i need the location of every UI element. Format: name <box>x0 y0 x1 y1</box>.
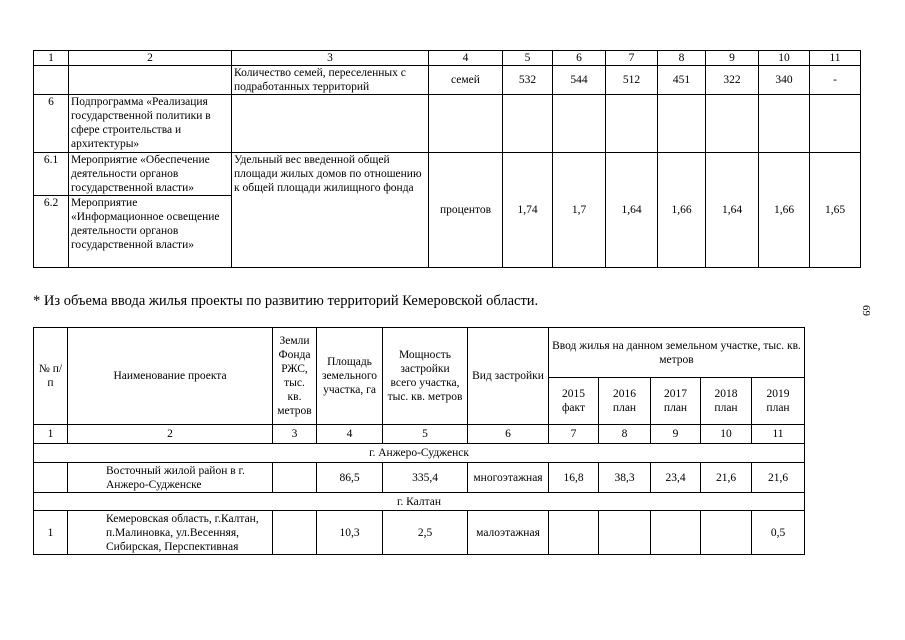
city-heading: г. Калтан <box>34 493 805 511</box>
column-number: 7 <box>549 425 599 444</box>
header-input: Ввод жилья на данном земельном участке, тыс. кв. метров <box>549 328 805 378</box>
column-number: 5 <box>503 51 553 66</box>
row-number-cell: 1 <box>34 511 68 555</box>
unit-cell: семей <box>429 66 503 95</box>
value-cell: 322 <box>706 66 759 95</box>
indicators-table <box>33 50 861 268</box>
page-number: 69 <box>860 305 872 316</box>
column-number: 2 <box>68 425 273 444</box>
table-row <box>34 66 861 95</box>
value-cell: 1,74 <box>503 153 553 268</box>
column-number: 3 <box>232 51 429 66</box>
column-number: 8 <box>658 51 706 66</box>
row-number-cell <box>34 66 69 95</box>
value-cell: 23,4 <box>651 463 701 493</box>
value-cell: 512 <box>606 66 658 95</box>
value-cell: 1,64 <box>606 153 658 268</box>
header-year: 2017 план <box>651 378 701 425</box>
row-name-cell: Мероприятие «Обеспечение деятельности органов государственной власти» <box>69 153 232 196</box>
value-cell: 0,5 <box>752 511 805 555</box>
column-number: 7 <box>606 51 658 66</box>
header-name: Наименование проекта <box>68 328 273 425</box>
value-cell: 451 <box>658 66 706 95</box>
land-cell <box>273 463 317 493</box>
value-cell: 1,66 <box>658 153 706 268</box>
value-cell <box>503 95 553 153</box>
row-name-cell <box>69 66 232 95</box>
header-year: 2019 план <box>752 378 805 425</box>
value-cell <box>759 95 810 153</box>
value-cell: 532 <box>503 66 553 95</box>
unit-cell: процентов <box>429 153 503 268</box>
type-cell: многоэтажная <box>468 463 549 493</box>
value-cell: 1,65 <box>810 153 861 268</box>
table-row <box>34 95 861 153</box>
city-heading: г. Анжеро-Судженск <box>34 444 805 463</box>
value-cell <box>651 511 701 555</box>
unit-cell <box>429 95 503 153</box>
value-cell: 544 <box>553 66 606 95</box>
indicator-cell: Количество семей, переселенных с подработанных территорий <box>232 66 429 95</box>
value-cell: 340 <box>759 66 810 95</box>
value-cell: 21,6 <box>752 463 805 493</box>
column-number: 8 <box>599 425 651 444</box>
header-year: 2016 план <box>599 378 651 425</box>
header-land: Земли Фонда РЖС, тыс. кв. метров <box>273 328 317 425</box>
value-cell <box>706 95 759 153</box>
footnote: * Из объема ввода жилья проекты по развитию территорий Кемеровской области. <box>33 293 539 309</box>
column-number: 11 <box>810 51 861 66</box>
area-cell: 86,5 <box>317 463 383 493</box>
column-number-row <box>34 51 861 66</box>
header-year: 2018 план <box>701 378 752 425</box>
column-number: 3 <box>273 425 317 444</box>
value-cell: 1,7 <box>553 153 606 268</box>
row-number-cell: 6.1 <box>34 153 69 196</box>
area-cell: 10,3 <box>317 511 383 555</box>
table-row <box>34 153 861 196</box>
row-number-cell <box>34 463 68 493</box>
housing-projects-table <box>33 327 805 555</box>
header-capacity: Мощность застройки всего участка, тыс. кв. метров <box>383 328 468 425</box>
column-number: 10 <box>701 425 752 444</box>
column-number: 5 <box>383 425 468 444</box>
row-name-cell: Мероприятие «Информационное освещение деятельности органов государственной власти» <box>69 196 232 268</box>
value-cell: 16,8 <box>549 463 599 493</box>
column-number: 10 <box>759 51 810 66</box>
value-cell <box>701 511 752 555</box>
table-row <box>34 463 805 493</box>
column-number: 6 <box>553 51 606 66</box>
row-number-cell: 6.2 <box>34 196 69 268</box>
column-number: 2 <box>69 51 232 66</box>
value-cell: 1,64 <box>706 153 759 268</box>
value-cell <box>658 95 706 153</box>
column-number: 1 <box>34 425 68 444</box>
capacity-cell: 335,4 <box>383 463 468 493</box>
header-area: Площадь земельного участка, га <box>317 328 383 425</box>
column-number: 1 <box>34 51 69 66</box>
header-year: 2015 факт <box>549 378 599 425</box>
header-num: № п/п <box>34 328 68 425</box>
column-number: 9 <box>706 51 759 66</box>
capacity-cell: 2,5 <box>383 511 468 555</box>
value-cell: 1,66 <box>759 153 810 268</box>
column-number: 6 <box>468 425 549 444</box>
row-number-cell: 6 <box>34 95 69 153</box>
column-number: 9 <box>651 425 701 444</box>
column-number-row <box>34 425 805 444</box>
value-cell: 38,3 <box>599 463 651 493</box>
value-cell <box>553 95 606 153</box>
value-cell: 21,6 <box>701 463 752 493</box>
header-row <box>34 328 805 378</box>
column-number: 4 <box>317 425 383 444</box>
project-name-cell: Восточный жилой район в г. Анжеро-Судженске <box>68 463 273 493</box>
value-cell <box>810 95 861 153</box>
city-row <box>34 493 805 511</box>
city-row <box>34 444 805 463</box>
column-number: 4 <box>429 51 503 66</box>
row-name-cell: Подпрограмма «Реализация государственной политики в сфере строительства и архитектуры» <box>69 95 232 153</box>
value-cell <box>606 95 658 153</box>
indicator-cell: Удельный вес введенной общей площади жилых домов по отношению к общей площади жилищного фонда <box>232 153 429 268</box>
column-number: 11 <box>752 425 805 444</box>
value-cell <box>549 511 599 555</box>
type-cell: малоэтажная <box>468 511 549 555</box>
value-cell: - <box>810 66 861 95</box>
project-name-cell: Кемеровская область, г.Калтан, п.Малиновка, ул.Весенняя, Сибирская, Перспективная <box>68 511 273 555</box>
header-type: Вид застройки <box>468 328 549 425</box>
value-cell <box>599 511 651 555</box>
land-cell <box>273 511 317 555</box>
indicator-cell <box>232 95 429 153</box>
table-row <box>34 511 805 555</box>
